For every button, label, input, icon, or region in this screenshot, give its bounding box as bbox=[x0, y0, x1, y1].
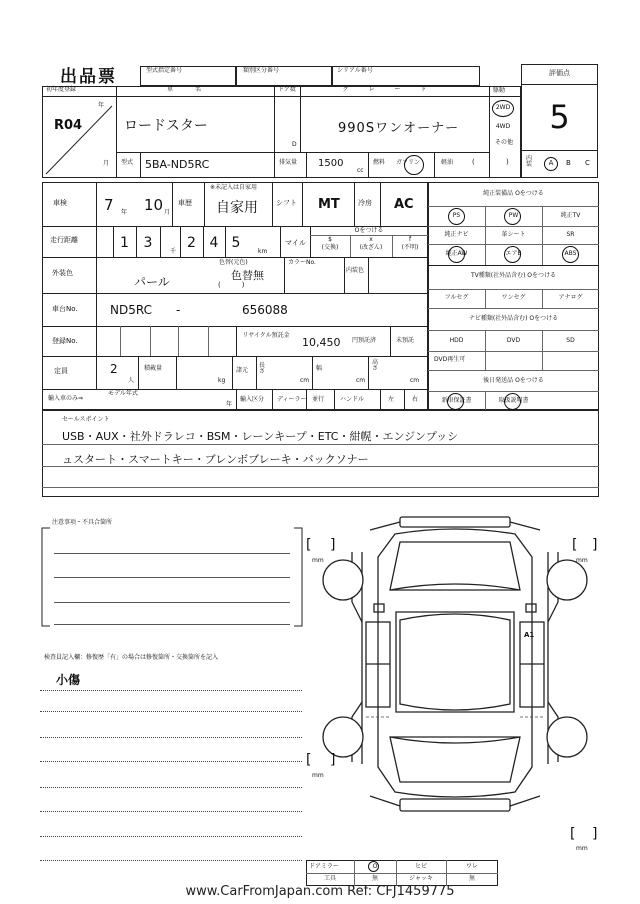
grade-label: グレード bbox=[342, 86, 447, 93]
nav-sd: SD bbox=[566, 337, 575, 344]
interior-a: A bbox=[548, 159, 554, 167]
chassis-label: 車台No. bbox=[52, 305, 78, 313]
fuel-diesel: 軽油 bbox=[441, 159, 454, 166]
color-label: 外装色 bbox=[52, 269, 73, 277]
registration-label: 登録No. bbox=[52, 337, 78, 345]
mileage-digit-1: 1 bbox=[120, 235, 129, 251]
dims-label: 諸元 bbox=[236, 367, 249, 374]
bracket-rr-open: [ bbox=[570, 826, 576, 842]
load-label: 積載量 bbox=[144, 365, 163, 372]
later-warranty-circle bbox=[447, 393, 464, 410]
mileage-check-note: Oをつける bbox=[354, 227, 384, 234]
shift-label: シフト bbox=[276, 199, 297, 207]
chassis-prefix: ND5RC bbox=[110, 303, 152, 317]
drive-label: 駆動 bbox=[493, 87, 506, 94]
dvd-label: DVD再生可 bbox=[434, 356, 466, 363]
opt1-sym: $ bbox=[328, 236, 332, 243]
equip-tv: 純正TV bbox=[560, 212, 581, 219]
capacity: 2 bbox=[110, 362, 118, 376]
bracket-rl-close: ] bbox=[330, 752, 336, 768]
equipment-title: 純正装備品 Oをつける bbox=[483, 190, 544, 197]
crack-label: ヒビ bbox=[414, 863, 427, 870]
tools-value: 無 bbox=[371, 875, 378, 882]
tv-title: TV種類(社外品含む) Oをつける bbox=[470, 272, 557, 279]
inspection-month: 10 bbox=[144, 196, 164, 214]
fuel-label: 燃料 bbox=[373, 159, 386, 166]
height-label: 高さ bbox=[372, 359, 379, 373]
first-reg-label: 初年度登録 bbox=[46, 86, 77, 93]
opt1: (交換) bbox=[321, 244, 339, 251]
equip-ps-circle bbox=[448, 208, 465, 225]
history: 自家用 bbox=[216, 200, 258, 216]
recycle-label: リサイクル預託金 bbox=[242, 332, 290, 339]
length-label: 長さ bbox=[259, 362, 266, 376]
car-name-label: 車名 bbox=[166, 86, 223, 93]
nav-hdd: HDD bbox=[449, 337, 464, 344]
equip-airbag-circle bbox=[504, 246, 521, 263]
color-code-label: カラーNo. bbox=[288, 259, 316, 266]
score-label: 評価点 bbox=[549, 69, 570, 77]
fuel-gasoline-circle bbox=[404, 155, 424, 175]
jack-value: 無 bbox=[468, 875, 475, 882]
opt3: (不明) bbox=[401, 244, 419, 251]
inspector-label: 検査員記入欄：修復歴「有」の場合は修復箇所・交換箇所を記入 bbox=[44, 654, 219, 661]
mileage-digit-6: 5 bbox=[231, 235, 241, 251]
repaint-label: 色替(元色) bbox=[219, 259, 248, 266]
length-cm-unit: cm bbox=[300, 377, 310, 384]
width-label: 幅 bbox=[316, 365, 323, 372]
chassis-dash: - bbox=[176, 303, 181, 317]
later-manual-circle bbox=[504, 393, 521, 410]
mm-fr: mm bbox=[576, 557, 588, 564]
interior-b: B bbox=[566, 159, 571, 167]
crack2-label: ワレ bbox=[465, 863, 478, 870]
equip-ps: PS bbox=[452, 212, 461, 219]
notes-bracket bbox=[40, 526, 304, 630]
recycle-amount: 10,450 bbox=[302, 336, 341, 349]
doors-label: ドア数 bbox=[278, 86, 296, 93]
cc-unit: cc bbox=[357, 167, 364, 174]
car-name: ロードスター bbox=[124, 118, 208, 134]
tv-one: ワンセグ bbox=[501, 294, 526, 301]
month-unit: 月 bbox=[103, 160, 110, 167]
repaint-paren: ( ) bbox=[218, 281, 245, 289]
height-cm-unit: cm bbox=[410, 377, 420, 384]
sales-points-label: セールスポイント bbox=[62, 416, 110, 423]
mileage-digit-4: 2 bbox=[187, 235, 196, 251]
category-label: 類別区分番号 bbox=[243, 67, 280, 74]
tv-analog: アナログ bbox=[558, 294, 583, 301]
damage-mark-a1: A1 bbox=[524, 631, 535, 639]
mm-fl: mm bbox=[312, 557, 324, 564]
jack-label: ジャッキ bbox=[409, 875, 433, 882]
meter-label: マイル bbox=[285, 239, 306, 247]
inspection-month-unit: 月 bbox=[164, 209, 171, 216]
tools-label: 工具 bbox=[323, 875, 336, 882]
import-dealer: ディーラー bbox=[277, 396, 307, 403]
bracket-fl-open: [ bbox=[306, 537, 312, 553]
later-title: 後日発送品 Oをつける bbox=[483, 377, 544, 384]
watermark: www.CarFromJapan.com Ref: CFJ1459775 bbox=[185, 884, 455, 899]
model-year-label: モデル年式 bbox=[108, 390, 138, 397]
inspection-year-unit: 年 bbox=[121, 209, 128, 216]
nav-title: ナビ種類(社外品含む) Oをつける bbox=[468, 315, 559, 322]
recycle-unit: 円預託済 bbox=[352, 337, 377, 344]
model-year-unit: 年 bbox=[226, 401, 233, 408]
opt3-sym: f bbox=[408, 236, 412, 243]
import-label: 輸入車のみ⇒ bbox=[48, 395, 84, 402]
opt2-sym: x bbox=[369, 236, 373, 243]
later-manual: 取扱説明書 bbox=[498, 397, 529, 404]
mirror-label: ドアミラー bbox=[309, 863, 339, 870]
repaint: 色替無 bbox=[231, 269, 264, 282]
drive-4wd: 4WD bbox=[495, 123, 511, 130]
bracket-fr-close: ] bbox=[592, 537, 598, 553]
drive-other: その他 bbox=[494, 139, 513, 146]
bracket-fl-close: ] bbox=[330, 537, 336, 553]
equip-pw-circle bbox=[504, 208, 521, 225]
history-note: ※未記入は自家用 bbox=[210, 184, 258, 191]
equip-sr: SR bbox=[566, 231, 575, 238]
shift: MT bbox=[318, 197, 340, 212]
thousand-unit: 千 bbox=[170, 248, 177, 255]
first-reg-diagonal bbox=[42, 96, 116, 178]
capacity-label: 定員 bbox=[54, 367, 68, 375]
sales-points-line1: USB・AUX・社外ドラレコ・BSM・レーンキープ・ETC・紺幌・エンジンプッシ bbox=[62, 430, 459, 443]
recycle-none: 未預託 bbox=[396, 337, 415, 344]
bracket-rl-open: [ bbox=[306, 752, 312, 768]
later-warranty: 新車保証書 bbox=[441, 397, 472, 404]
score-value: 5 bbox=[549, 98, 570, 136]
km-unit: km bbox=[258, 248, 268, 255]
sheet-title: 出品票 bbox=[60, 67, 117, 87]
handle-label: ハンドル bbox=[340, 396, 365, 403]
displacement-label: 排気量 bbox=[279, 159, 298, 166]
equip-leather: 革シート bbox=[501, 231, 526, 238]
interior-color-label: 内装色 bbox=[346, 267, 365, 274]
tv-full: フルセグ bbox=[444, 294, 469, 301]
serial-label: シリアル番号 bbox=[337, 67, 373, 74]
equip-pw: PW bbox=[508, 212, 519, 219]
handle-right: 右 bbox=[412, 396, 419, 403]
history-label: 車歴 bbox=[178, 199, 192, 207]
model-code-label: 型式 bbox=[121, 159, 134, 166]
mirror-value: O bbox=[372, 863, 378, 870]
inspection-label: 車検 bbox=[53, 199, 67, 207]
interior-c: C bbox=[585, 159, 590, 167]
mm-rl: mm bbox=[312, 772, 324, 779]
mileage-label: 走行距離 bbox=[50, 236, 78, 244]
model-code: 5BA-ND5RC bbox=[145, 158, 210, 171]
import-category-label: 輸入区分 bbox=[240, 396, 265, 403]
load-kg-unit: kg bbox=[218, 377, 226, 384]
equip-abs-circle bbox=[562, 246, 579, 263]
fuel-gasoline: ガソリン bbox=[396, 159, 421, 166]
equip-aw: 純正AW bbox=[445, 250, 468, 257]
sales-points-line2: ュスタート・スマートキー・ブレンボブレーキ・バックソナー bbox=[62, 453, 369, 466]
bracket-fr-open: [ bbox=[572, 537, 578, 553]
inspection-year: 7 bbox=[104, 196, 114, 214]
model-cert-label: 型式指定番号 bbox=[146, 67, 183, 74]
width-cm-unit: cm bbox=[356, 377, 366, 384]
displacement: 1500 bbox=[318, 158, 344, 169]
mileage-digit-2: 3 bbox=[143, 235, 153, 251]
equip-airbag: エアB bbox=[505, 250, 522, 257]
capacity-unit: 人 bbox=[128, 377, 135, 384]
equip-abs: ABS bbox=[564, 250, 577, 257]
drive-2wd: 2WD bbox=[495, 104, 511, 111]
ac: AC bbox=[394, 197, 414, 212]
ac-label: 冷房 bbox=[358, 199, 372, 207]
import-parallel: 並行 bbox=[312, 396, 325, 403]
notes-label: 注意事項・不具合箇所 bbox=[52, 519, 113, 526]
handle-left: 左 bbox=[388, 396, 395, 403]
inspector-note: 小傷 bbox=[56, 673, 81, 687]
equip-navi: 純正ナビ bbox=[444, 231, 469, 238]
interior-label: 内装 bbox=[526, 155, 533, 169]
color-value: パール bbox=[134, 275, 170, 289]
grade: 990Sワンオーナー bbox=[338, 121, 460, 136]
equip-aw-circle bbox=[448, 246, 465, 263]
opt2: (改ざん) bbox=[359, 244, 383, 251]
car-damage-diagram bbox=[300, 512, 610, 824]
first-reg-year: R04 bbox=[54, 118, 83, 133]
nav-dvd: DVD bbox=[506, 337, 521, 344]
year-unit: 年 bbox=[98, 102, 105, 109]
chassis-number: 656088 bbox=[242, 303, 288, 317]
mm-rr: mm bbox=[576, 845, 588, 852]
doors-suffix: D bbox=[292, 141, 297, 148]
bracket-rr-close: ] bbox=[592, 826, 598, 842]
mileage-digit-5: 4 bbox=[209, 235, 219, 251]
